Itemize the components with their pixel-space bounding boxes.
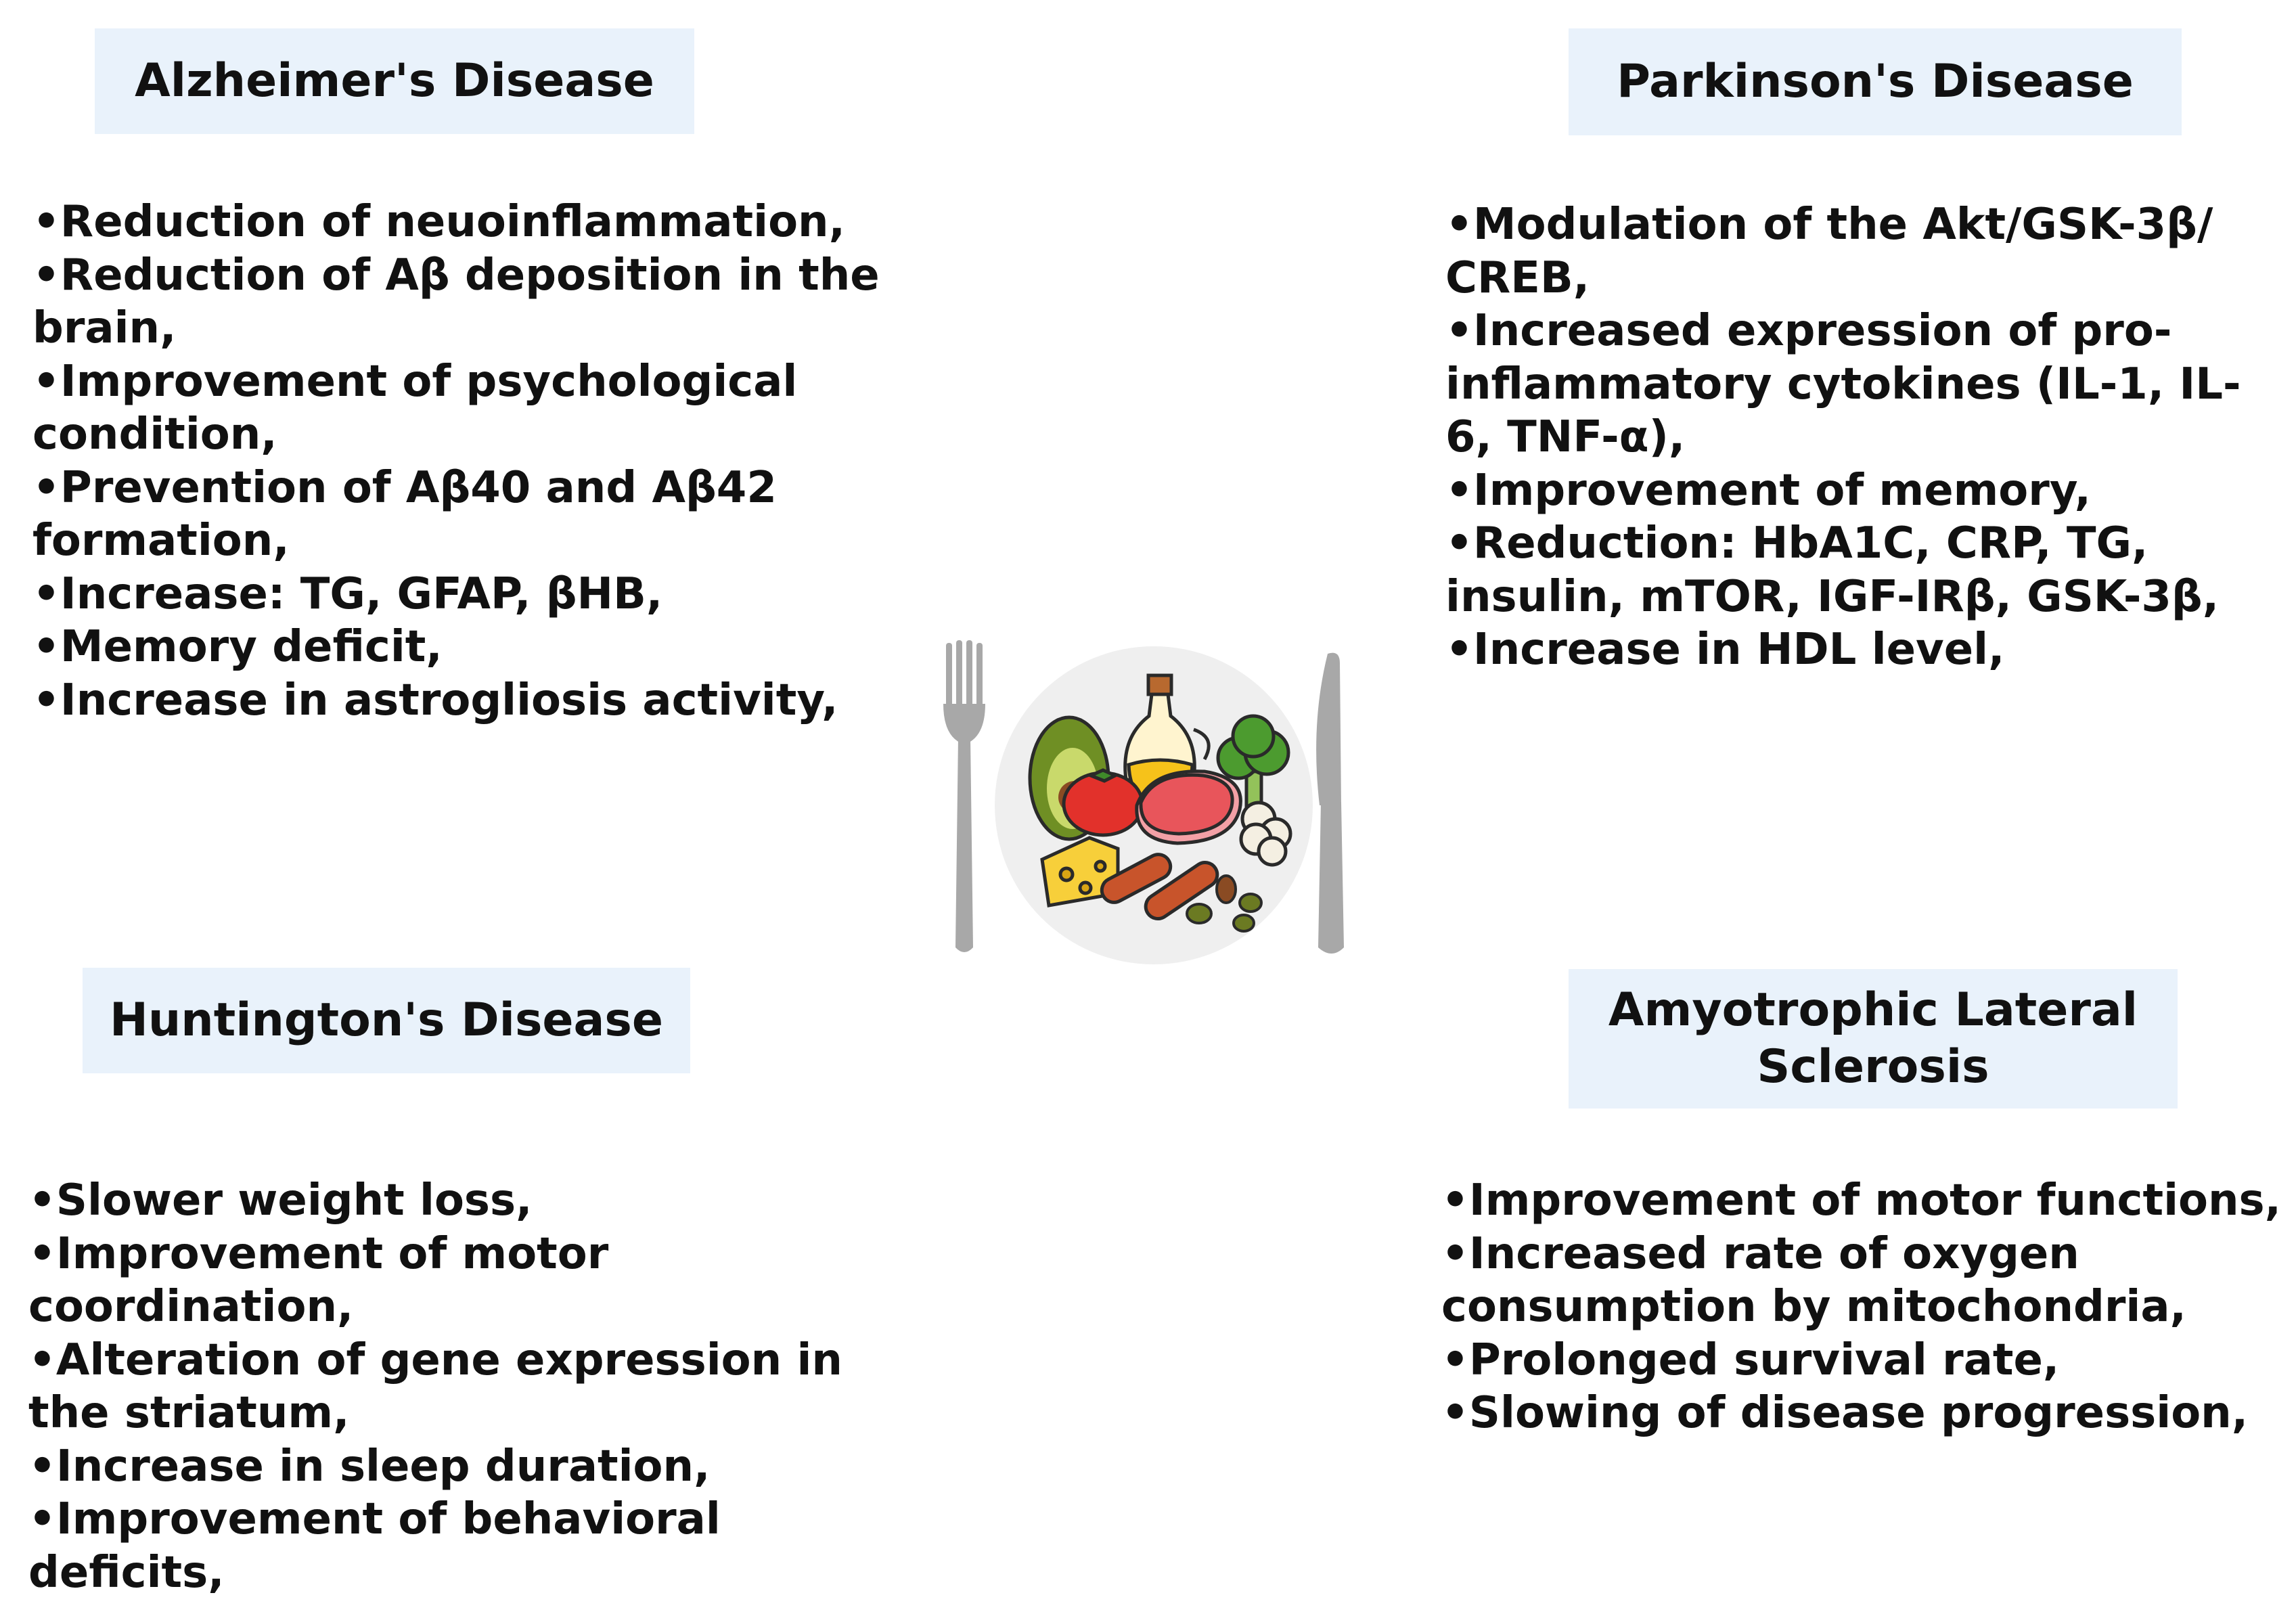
meat-icon xyxy=(1137,771,1241,843)
list-item: • Prevention of Aβ40 and Aβ42 formation, xyxy=(32,462,885,568)
als-effects-list xyxy=(1441,1174,2293,1440)
list-item: • Improvement of memory, xyxy=(1445,464,2268,518)
list-item: • Increase in HDL level, xyxy=(1445,623,2268,677)
list-item: • Improvement of psychological condition, xyxy=(32,355,885,462)
list-item: • Increased expression of pro-inflammatory cytokines (IL-1, IL-6, TNF-α), xyxy=(1445,305,2268,464)
list-item: • Reduction: HbA1C, CRP, TG, insulin, mTOR, IGF-IRβ, GSK-3β, xyxy=(1445,517,2268,623)
huntingtons-title: Huntington's Disease xyxy=(109,993,664,1047)
food-plate-illustration xyxy=(934,636,1367,975)
list-item: • Reduction of neuoinflammation, xyxy=(32,196,885,249)
list-item: • Increased rate of oxygen consumption by mitochondria, xyxy=(1441,1228,2293,1334)
list-item: • Increase: TG, GFAP, βHB, xyxy=(32,568,885,621)
alzheimers-title-box xyxy=(95,28,694,134)
list-item: • Improvement of behavioral deficits, xyxy=(28,1493,888,1599)
list-item: • Improvement of motor functions, xyxy=(1441,1174,2293,1228)
alzheimers-effects-list xyxy=(32,196,885,727)
alzheimers-title: Alzheimer's Disease xyxy=(135,54,654,108)
parkinsons-effects-list xyxy=(1445,198,2268,677)
list-item: • Slowing of disease progression, xyxy=(1441,1387,2293,1440)
list-item: • Alteration of gene expression in the striatum, xyxy=(28,1334,888,1440)
list-item: • Reduction of Aβ deposition in the brain, xyxy=(32,249,885,355)
huntingtons-effects-list xyxy=(28,1174,888,1599)
tomato-icon xyxy=(1064,770,1142,835)
list-item: • Slower weight loss, xyxy=(28,1174,888,1228)
list-item: • Memory deficit, xyxy=(32,621,885,674)
list-item: • Modulation of the Akt/GSK-3β/ CREB, xyxy=(1445,198,2268,305)
list-item: • Increase in astrogliosis activity, xyxy=(32,674,885,727)
parkinsons-title: Parkinson's Disease xyxy=(1617,55,2134,108)
fork-icon xyxy=(943,640,985,952)
list-item: • Prolonged survival rate, xyxy=(1441,1334,2293,1387)
als-title: Amyotrophic Lateral Sclerosis xyxy=(1608,983,2138,1094)
als-title-box xyxy=(1569,969,2178,1109)
list-item: • Increase in sleep duration, xyxy=(28,1440,888,1494)
parkinsons-title-box xyxy=(1569,28,2182,135)
list-item: • Improvement of motor coordination, xyxy=(28,1228,888,1334)
knife-icon xyxy=(1316,653,1344,954)
huntingtons-title-box xyxy=(83,968,690,1073)
